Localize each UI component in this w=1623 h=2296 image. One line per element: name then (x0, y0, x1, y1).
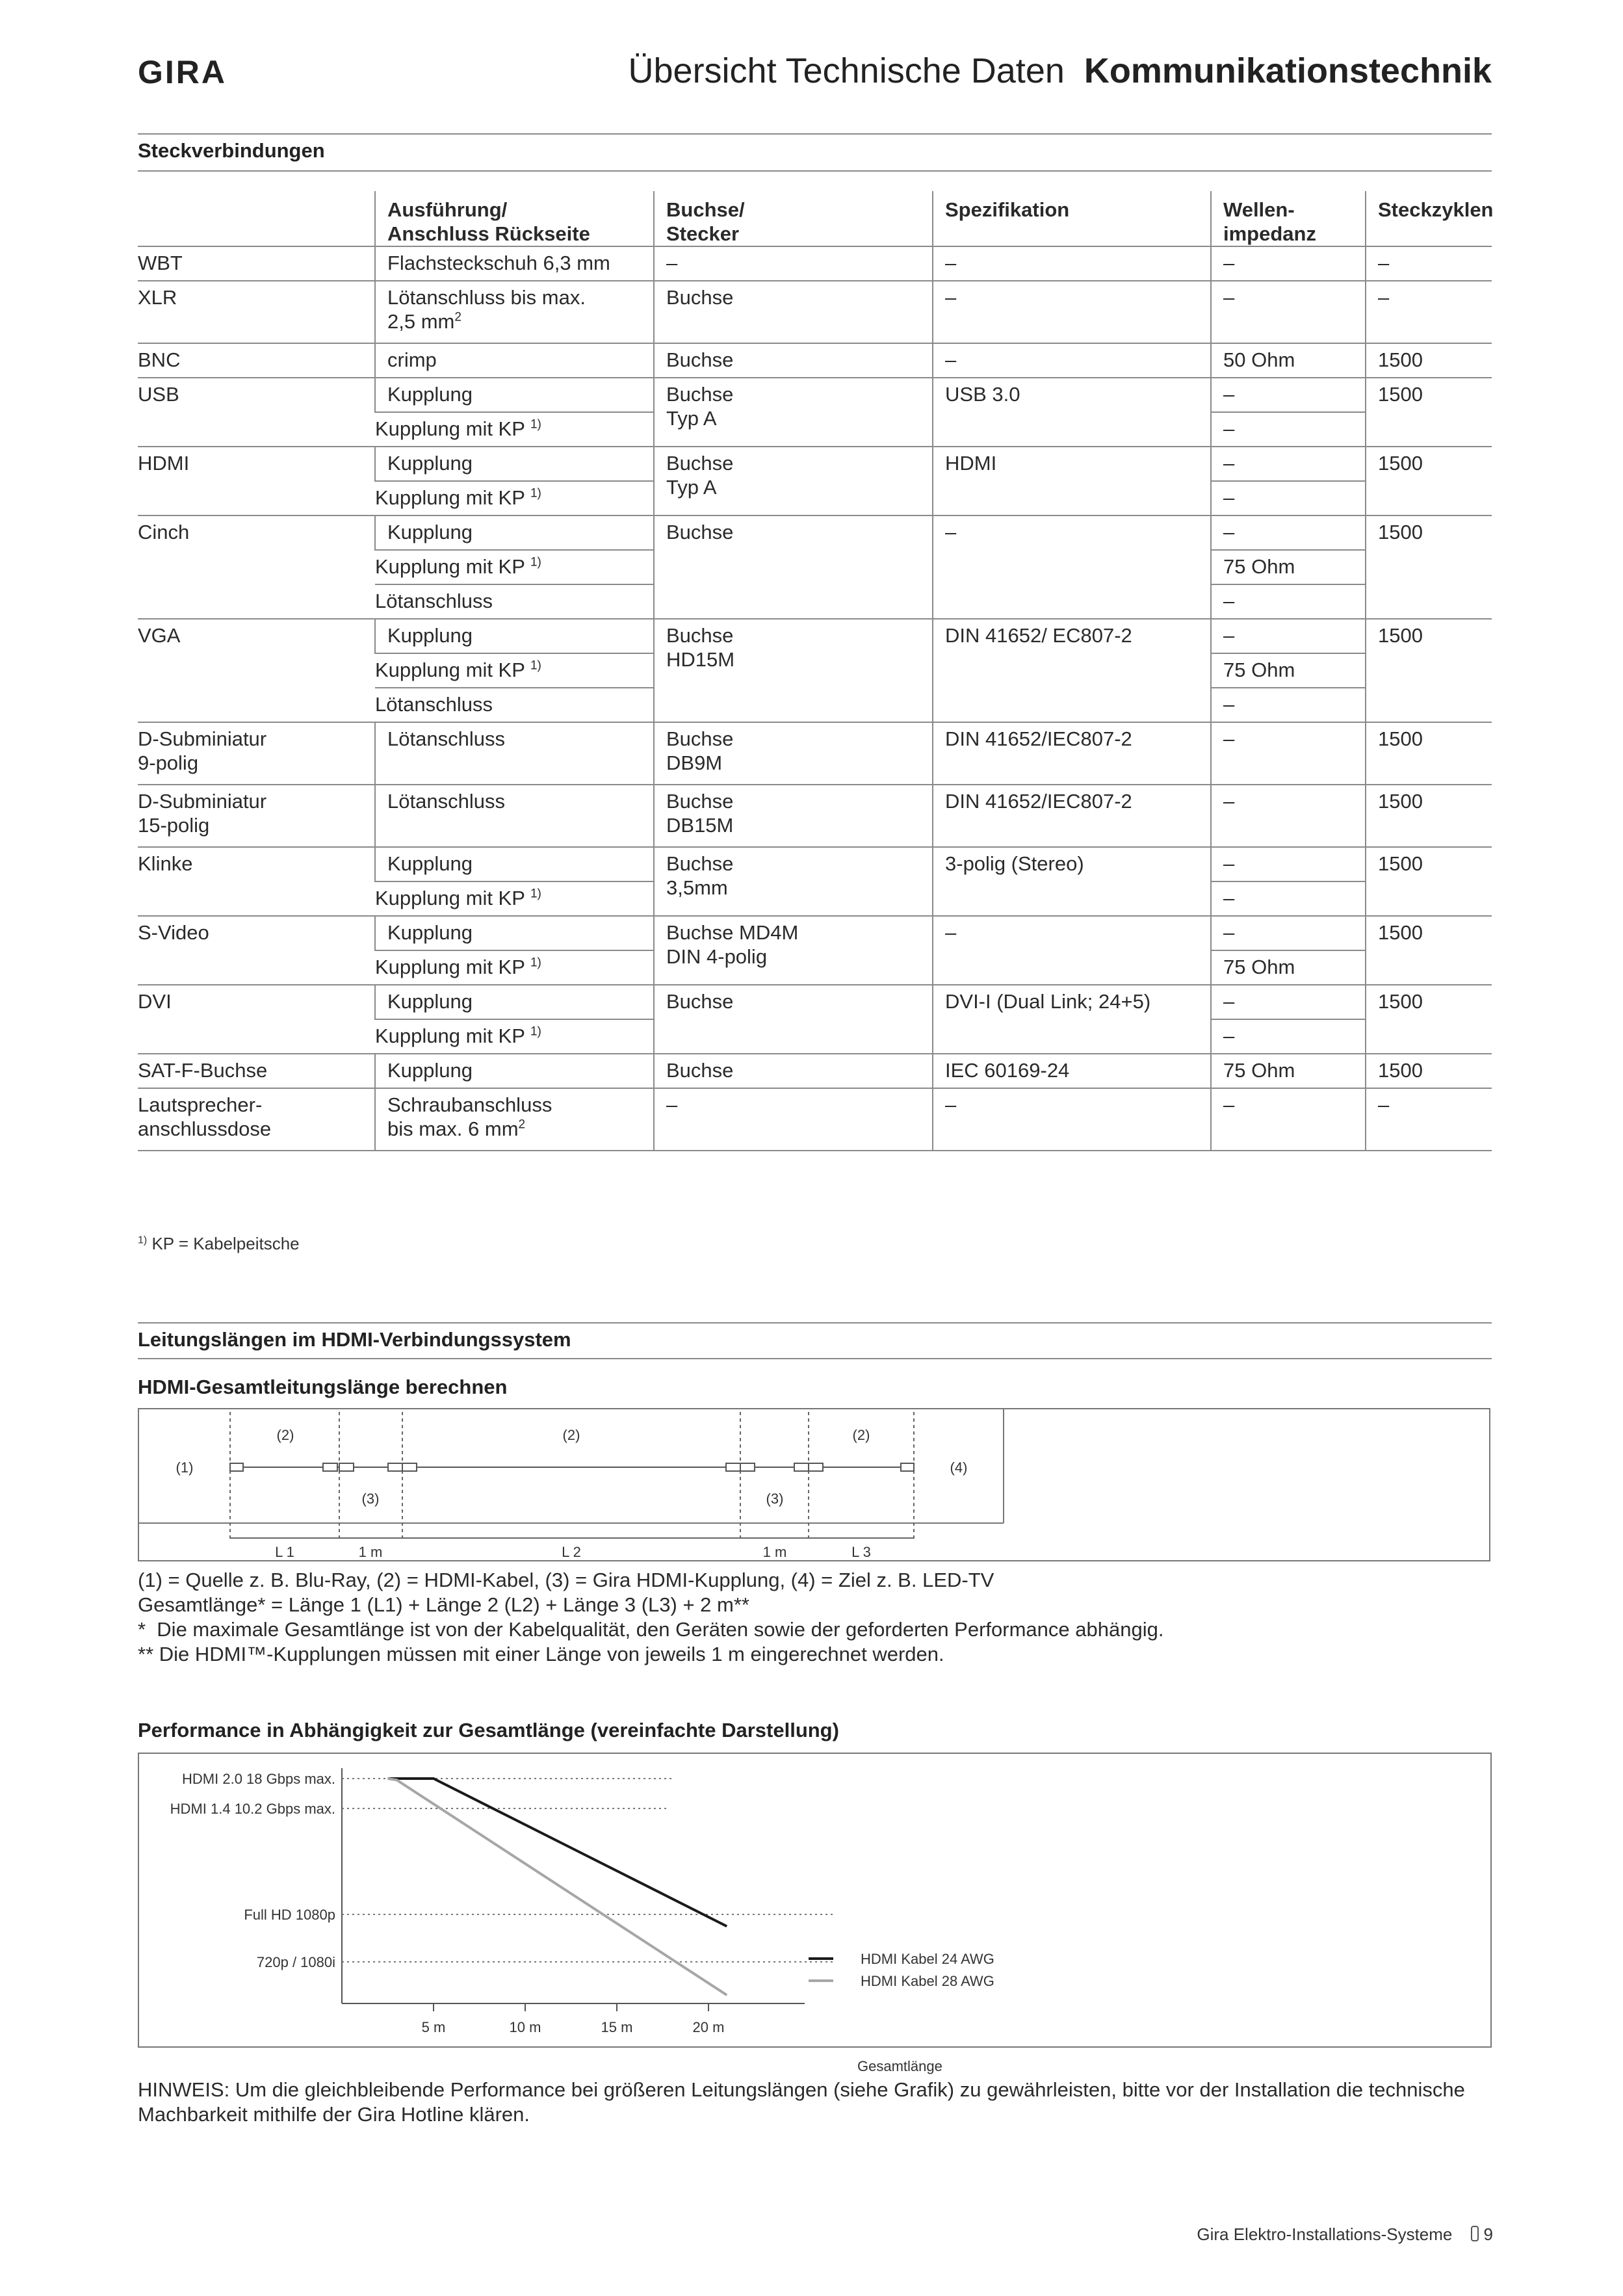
cell-ausfuehrung: Flachsteckschuh 6,3 mm (375, 246, 654, 281)
legend-label: HDMI Kabel 28 AWG (861, 1973, 994, 1989)
cell-impedanz: – (1211, 722, 1366, 785)
cell-impedanz: – (1211, 281, 1366, 343)
cell-impedanz: – (1211, 378, 1366, 412)
cell-buchse: Buchse 3,5mm (654, 847, 933, 916)
cell-ausfuehrung: Lötanschluss (375, 785, 654, 847)
note-line: Gesamtlänge* = Länge 1 (L1) + Länge 2 (L2) + Länge 3 (L3) + 2 m** (138, 1593, 749, 1616)
section-rule (138, 1358, 1492, 1359)
cell-impedanz: – (1211, 246, 1366, 281)
cell-impedanz: – (1211, 881, 1366, 916)
x-tick-label: 15 m (601, 2019, 633, 2035)
hint-note: HINWEIS: Um die gleichbleibende Performance bei größeren Leitungslängen (siehe Grafik) zu gewährleisten, bitte vor der Installation die technische Machbarkeit mithilfe der Gira Hotline klären. (138, 2078, 1465, 2126)
table-row-cinch (138, 515, 1492, 550)
cell-ausfuehrung: Lötanschluss (375, 688, 654, 722)
cell-spezifikation: 3-polig (Stereo) (933, 847, 1211, 916)
cell-steckzyklen: 1500 (1366, 447, 1492, 515)
cell-buchse: Buchse (654, 985, 933, 1054)
cell-buchse: Buchse MD4M DIN 4-polig (654, 916, 933, 985)
page-number: 9 (1483, 2224, 1493, 2244)
cell-impedanz: 50 Ohm (1211, 343, 1366, 378)
table-row-xlr (138, 281, 1492, 343)
footer-icon (1471, 2226, 1479, 2241)
cell-buchse: Buchse Typ A (654, 447, 933, 515)
dim-l2: L 2 (562, 1544, 581, 1560)
cell-steckzyklen: 1500 (1366, 515, 1492, 619)
cell-steckzyklen: 1500 (1366, 985, 1492, 1054)
table-header-row (138, 191, 1492, 246)
cell-buchse: Buchse DB15M (654, 785, 933, 847)
cell-impedanz: – (1211, 688, 1366, 722)
header-buchse: Buchse/ Stecker (654, 191, 933, 246)
cell-ausfuehrung: Kupplung (375, 847, 654, 881)
y-level-label: 720p / 1080i (256, 1954, 335, 1970)
plug-connector (388, 1463, 402, 1471)
cell-name: Klinke (138, 847, 375, 916)
cell-name: DVI (138, 985, 375, 1054)
cell-buchse: Buchse (654, 1054, 933, 1088)
hdmi-chain-svg (139, 1409, 1492, 1563)
table-row-hdmi (138, 447, 1492, 481)
label-cable: (2) (276, 1427, 294, 1443)
plug-connector (740, 1463, 755, 1471)
cell-spezifikation: DIN 41652/ EC807-2 (933, 619, 1211, 722)
performance-chart (139, 1754, 1493, 2074)
section-title-performance: Performance in Abhängigkeit zur Gesamtlänge (vereinfachte Darstellung) (138, 1719, 839, 1742)
cell-name: WBT (138, 246, 375, 281)
cell-ausfuehrung: Kupplung (375, 916, 654, 950)
diagram-notes (138, 1568, 1163, 1667)
cell-name: D-Subminiatur 15-polig (138, 785, 375, 847)
y-level-label: HDMI 2.0 18 Gbps max. (182, 1771, 335, 1787)
cell-steckzyklen: – (1366, 281, 1492, 343)
cell-name: BNC (138, 343, 375, 378)
cell-name: Cinch (138, 515, 375, 619)
cell-impedanz: – (1211, 1019, 1366, 1054)
cell-impedanz: 75 Ohm (1211, 950, 1366, 985)
label-cable: (2) (852, 1427, 870, 1443)
cell-impedanz: 75 Ohm (1211, 1054, 1366, 1088)
y-level-label: HDMI 1.4 10.2 Gbps max. (170, 1801, 335, 1817)
cell-steckzyklen: 1500 (1366, 378, 1492, 447)
cell-steckzyklen: 1500 (1366, 343, 1492, 378)
cell-ausfuehrung: Kupplung (375, 1054, 654, 1088)
cell-name: USB (138, 378, 375, 447)
plug-connector (809, 1463, 823, 1471)
cell-spezifikation: USB 3.0 (933, 378, 1211, 447)
cell-impedanz: – (1211, 916, 1366, 950)
note-line: (1) = Quelle z. B. Blu-Ray, (2) = HDMI-Kabel, (3) = Gira HDMI-Kupplung, (4) = Ziel z. B. LED-TV (138, 1569, 994, 1591)
gira-logo: GIRA (138, 54, 227, 90)
cell-ausfuehrung: Kupplung (375, 378, 654, 412)
dim-l3: L 3 (851, 1544, 871, 1560)
cell-impedanz: – (1211, 619, 1366, 653)
cell-ausfuehrung: Kupplung mit KP $^{1)}$ (375, 653, 654, 688)
cell-buchse: Buchse DB9M (654, 722, 933, 785)
cell-steckzyklen: – (1366, 1088, 1492, 1151)
cell-name: HDMI (138, 447, 375, 515)
header-cell-name (138, 191, 375, 246)
cell-impedanz: 75 Ohm (1211, 653, 1366, 688)
cell-name: VGA (138, 619, 375, 722)
cell-spezifikation: – (933, 515, 1211, 619)
table-row-sat (138, 1054, 1492, 1088)
table-row-dvi (138, 985, 1492, 1019)
section-rule (138, 133, 1492, 135)
cell-ausfuehrung: Kupplung mit KP $^{1)}$ (375, 881, 654, 916)
cell-spezifikation: – (933, 246, 1211, 281)
header-spezifikation: Spezifikation (933, 191, 1211, 246)
cell-buchse: Buchse (654, 343, 933, 378)
cell-buchse: Buchse (654, 281, 933, 343)
cell-steckzyklen: 1500 (1366, 722, 1492, 785)
cell-impedanz: – (1211, 515, 1366, 550)
section-rule (138, 170, 1492, 172)
plug-connector (901, 1463, 914, 1471)
x-tick-label: 5 m (421, 2019, 446, 2035)
cell-name: XLR (138, 281, 375, 343)
table-row-bnc (138, 343, 1492, 378)
series-line (388, 1779, 727, 1995)
cell-ausfuehrung: Kupplung (375, 447, 654, 481)
performance-chart-box (138, 1753, 1492, 2074)
title-light: Übersicht Technische Daten (628, 51, 1065, 90)
cell-buchse: – (654, 246, 933, 281)
cell-ausfuehrung: Lötanschluss (375, 584, 654, 619)
plug-connector (402, 1463, 417, 1471)
table-row-klinke (138, 847, 1492, 881)
cell-steckzyklen: 1500 (1366, 1054, 1492, 1088)
cell-name: Lautsprecher- anschlussdose (138, 1088, 375, 1151)
plug-connector (794, 1463, 809, 1471)
label-target: (4) (950, 1459, 968, 1476)
label-cable: (2) (562, 1427, 580, 1443)
plug-connector (726, 1463, 740, 1471)
table-row-dsub15 (138, 785, 1492, 847)
dim-l1: L 1 (275, 1544, 294, 1560)
footer-text: Gira Elektro-Installations-Systeme (1197, 2224, 1453, 2244)
cell-steckzyklen: 1500 (1366, 916, 1492, 985)
x-axis-label: Gesamtlänge (857, 2058, 942, 2074)
cell-ausfuehrung: Kupplung mit KP $^{1)}$ (375, 412, 654, 447)
cell-ausfuehrung: Kupplung mit KP $^{1)}$ (375, 1019, 654, 1054)
header-impedanz: Wellen- impedanz (1211, 191, 1366, 246)
table-row-usb (138, 378, 1492, 412)
table-row-wbt (138, 246, 1492, 281)
series-line (388, 1779, 727, 1926)
cell-impedanz: 75 Ohm (1211, 550, 1366, 584)
label-source: (1) (175, 1459, 194, 1476)
cell-steckzyklen: 1500 (1366, 619, 1492, 722)
cell-ausfuehrung: Kupplung mit KP $^{1)}$ (375, 550, 654, 584)
table-row-vga (138, 619, 1492, 653)
cell-buchse: – (654, 1088, 933, 1151)
cell-steckzyklen: 1500 (1366, 847, 1492, 916)
cell-impedanz: – (1211, 785, 1366, 847)
table-row-svideo (138, 916, 1492, 950)
cell-spezifikation: – (933, 1088, 1211, 1151)
section-rule (138, 1322, 1492, 1324)
table-row-dsub9 (138, 722, 1492, 785)
cell-impedanz: – (1211, 412, 1366, 447)
cell-spezifikation: – (933, 281, 1211, 343)
page-footer (1197, 2224, 1493, 2245)
plug-connector (323, 1463, 337, 1471)
cell-spezifikation: HDMI (933, 447, 1211, 515)
cell-steckzyklen: – (1366, 246, 1492, 281)
cell-buchse: Buchse (654, 515, 933, 619)
hdmi-length-diagram (138, 1408, 1490, 1561)
cell-impedanz: – (1211, 985, 1366, 1019)
cell-impedanz: – (1211, 847, 1366, 881)
cell-steckzyklen: 1500 (1366, 785, 1492, 847)
cell-ausfuehrung: Lötanschluss (375, 722, 654, 785)
cell-ausfuehrung: Kupplung (375, 619, 654, 653)
cell-name: D-Subminiatur 9-polig (138, 722, 375, 785)
subsection-title-berechnen: HDMI-Gesamtleitungslänge berechnen (138, 1376, 508, 1398)
cell-spezifikation: DVI-I (Dual Link; 24+5) (933, 985, 1211, 1054)
cell-impedanz: – (1211, 447, 1366, 481)
cell-name: S-Video (138, 916, 375, 985)
cell-spezifikation: – (933, 916, 1211, 985)
cell-impedanz: – (1211, 1088, 1366, 1151)
cell-spezifikation: IEC 60169-24 (933, 1054, 1211, 1088)
cell-ausfuehrung: Kupplung mit KP $^{1)}$ (375, 481, 654, 515)
note-line: ** Die HDMI™-Kupplungen müssen mit einer Länge von jeweils 1 m eingerechnet werden. (138, 1643, 944, 1665)
connector-table (138, 191, 1492, 1151)
cell-ausfuehrung: crimp (375, 343, 654, 378)
cell-ausfuehrung: Kupplung (375, 985, 654, 1019)
y-level-label: Full HD 1080p (244, 1907, 335, 1923)
header-steckzyklen: Steckzyklen (1366, 191, 1492, 246)
cell-name: SAT-F-Buchse (138, 1054, 375, 1088)
header-ausfuehrung: Ausführung/ Anschluss Rückseite (375, 191, 654, 246)
section-title-steckverbindungen: Steckverbindungen (138, 139, 325, 162)
cell-spezifikation: DIN 41652/IEC807-2 (933, 722, 1211, 785)
footnote: $^{1)}$ KP = Kabelpeitsche (138, 1234, 300, 1253)
dim-1m: 1 m (762, 1544, 787, 1560)
plug-connector (339, 1463, 354, 1471)
cell-buchse: Buchse HD15M (654, 619, 933, 722)
cell-spezifikation: DIN 41652/IEC807-2 (933, 785, 1211, 847)
table-row-lautsprecher (138, 1088, 1492, 1151)
cell-ausfuehrung: Kupplung mit KP $^{1)}$ (375, 950, 654, 985)
x-tick-label: 20 m (692, 2019, 725, 2035)
cell-ausfuehrung: Lötanschluss bis max. 2,5 $mm^2$ (375, 281, 654, 343)
cell-ausfuehrung: Schraubanschluss bis max. 6 $mm^2$ (375, 1088, 654, 1151)
cell-impedanz: – (1211, 584, 1366, 619)
page-title (629, 51, 1492, 91)
cell-impedanz: – (1211, 481, 1366, 515)
title-bold: Kommunikationstechnik (1084, 51, 1492, 90)
cell-buchse: Buchse Typ A (654, 378, 933, 447)
cell-ausfuehrung: Kupplung (375, 515, 654, 550)
label-coupler: (3) (361, 1491, 380, 1507)
cell-spezifikation: – (933, 343, 1211, 378)
legend-label: HDMI Kabel 24 AWG (861, 1951, 994, 1967)
note-line: * Die maximale Gesamtlänge ist von der Kabelqualität, den Geräten sowie der geforderten Performance abhängig. (138, 1618, 1164, 1641)
section-title-leitungslaengen: Leitungslängen im HDMI-Verbindungssystem (138, 1328, 571, 1351)
plug-connector (230, 1463, 243, 1471)
dim-1m: 1 m (358, 1544, 383, 1560)
label-coupler: (3) (766, 1491, 784, 1507)
x-tick-label: 10 m (509, 2019, 541, 2035)
